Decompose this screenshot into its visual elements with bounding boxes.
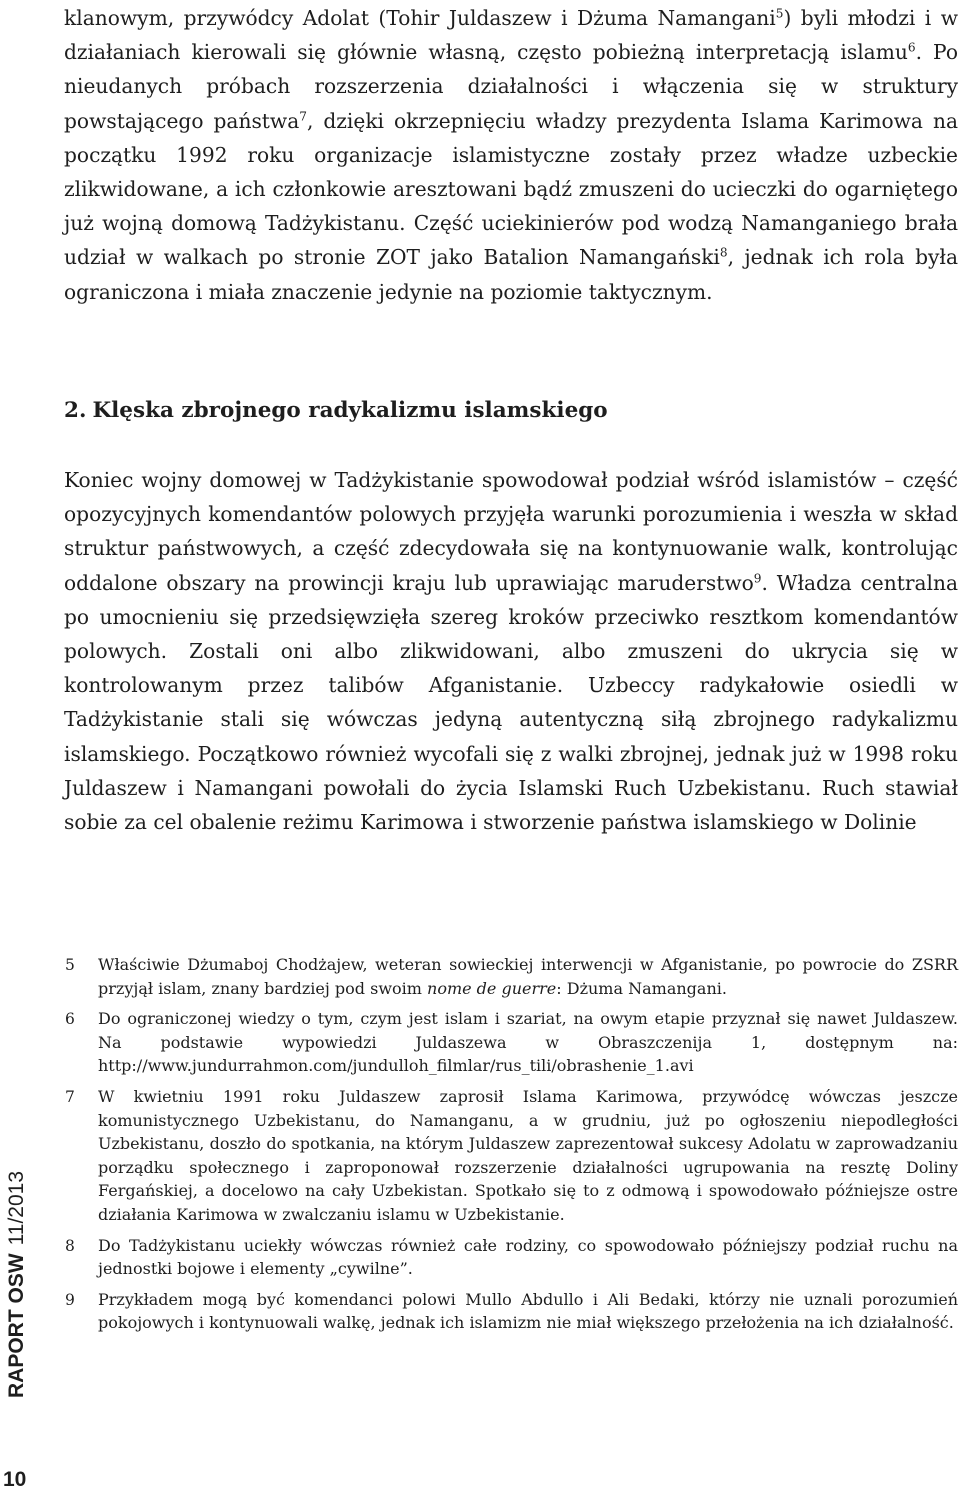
section-heading xyxy=(64,394,608,428)
section-number: 2. xyxy=(64,398,87,423)
publication-issue: 11/2013 xyxy=(5,1170,28,1246)
footnote-text-part: Przykładem mogą być komendanci polowi Mullo Abdullo i Ali Bedaki, którzy nie uznali porozumień pokojowych i kontynuowali walkę, jednak ich islamizm nie miał większego przełożenia na ich działalność. xyxy=(98,1289,958,1333)
section-title: Klęska zbrojnego radykalizmu islamskiego xyxy=(92,398,608,423)
footnote-number: 9 xyxy=(65,1290,75,1309)
paragraph-1-text-5: , jednak ich rola była ograniczona i miała znaczenie jedynie na poziomie taktycznym. xyxy=(64,245,958,304)
footnote-italic-term: nome de guerre xyxy=(427,978,557,998)
paragraph-1-text-2: ) byli młodzi i w działaniach kierowali się głównie własną, często pobieżną interpretacją islamu xyxy=(64,6,958,65)
paragraph-2-text-1: Koniec wojny domowej w Tadżykistanie spowodował podział wśród islamistów – część opozycyjnych komendantów polowych przyjęła warunki porozumienia i weszła w skład struktur państwowych, a część zdecydowała się na kontynuowanie walk, kontrolując oddalone obszary na prowincji kraju lub uprawiając maruderstwo xyxy=(64,468,958,595)
footnote-6 xyxy=(64,1007,958,1078)
footnote-7 xyxy=(64,1085,958,1227)
footnote-ref-8[interactable]: 8 xyxy=(719,246,728,261)
footnote-text-part: Do Tadżykistanu uciekły wówczas również całe rodziny, co spowodowało późniejszy podział ruchu na jednostki bojowe i elementy „cywilne”. xyxy=(98,1235,958,1279)
footnote-ref-6[interactable]: 6 xyxy=(907,40,916,55)
paragraph-1-text-1: klanowym, przywódcy Adolat (Tohir Juldaszew i Dżuma Namangani xyxy=(64,6,776,30)
footnote-text xyxy=(98,1288,958,1335)
footnote-text-part: : Dżuma Namangani. xyxy=(556,978,727,998)
footnote-text xyxy=(98,1234,958,1281)
footnote-8 xyxy=(64,1234,958,1281)
footnote-number: 8 xyxy=(65,1236,75,1255)
footnote-text xyxy=(98,1085,958,1227)
body-paragraph-2 xyxy=(64,463,958,839)
footnote-number: 6 xyxy=(65,1010,75,1029)
footnote-ref-7[interactable]: 7 xyxy=(299,109,307,124)
footnote-text xyxy=(98,1007,958,1078)
publication-side-label xyxy=(4,1171,30,1398)
page-number: 10 xyxy=(3,1468,27,1491)
footnotes-section xyxy=(64,953,958,1342)
paragraph-1-text-3: . Po nieudanych próbach rozszerzenia działalności i włączenia się w struktury powstającego państwa xyxy=(64,40,958,133)
footnote-9 xyxy=(64,1288,958,1335)
publication-brand: RAPORT OSW xyxy=(5,1253,28,1398)
paragraph-1-text-4: , dzięki okrzepnięciu władzy prezydenta Islama Karimowa na początku 1992 roku organizacje islamistyczne zostały przez władze uzbeckie zlikwidowane, a ich członkowie aresztowani bądź zmuszeni do ucieczki do ogarniętego już wojną domową Tadżykistanu. Część uciekinierów pod wodzą Namanganiego brała udział w walkach po stronie ZOT jako Batalion Namangański xyxy=(64,108,958,270)
footnote-ref-5[interactable]: 5 xyxy=(775,6,784,21)
footnote-number: 7 xyxy=(65,1087,75,1106)
body-paragraph-1 xyxy=(64,1,958,309)
footnote-5 xyxy=(64,953,958,1000)
footnote-text-part: W kwietniu 1991 roku Juldaszew zaprosił Islama Karimowa, przywódcę wówczas jeszcze komunistycznego Uzbekistanu, do Namanganu, a w grudniu, już po ogłoszeniu niepodległości Uzbekistanu, doszło do spotkania, na którym Juldaszew zaprezentował sukcesy Adolatu w zaprowadzaniu porządku społecznego i zaproponował rozszerzenie działalności ugrupowania na resztę Doliny Fergańskiej, a docelowo na cały Uzbekistan. Spotkało się to z odmową i spowodowało późniejsze ostre działania Karimowa w zwalczaniu islamu w Uzbekistanie. xyxy=(98,1086,958,1224)
footnote-text-part: Do ograniczonej wiedzy o tym, czym jest islam i szariat, na owym etapie przyznał się nawet Juldaszew. Na podstawie wypowiedzi Juldaszewa w Obraszczenija 1, dostępnym na: http://www.jundurrahmon.com/jundulloh_filmlar/rus_tili/obrashenie_1.avi xyxy=(98,1009,958,1076)
paragraph-2-text-2: . Władza centralna po umocnieniu się przedsięwzięła szereg kroków przeciwko resztkom komendantów polowych. Zostali oni albo zlikwidowani, albo zmuszeni do ukrycia się w kontrolowanym przez talibów Afganistanie. Uzbeccy radykałowie osiedli w Tadżykistanie stali się wówczas jedyną autentyczną siłą zbrojnego radykalizmu islamskiego. Początkowo również wycofali się z walki zbrojnej, jednak już w 1998 roku Juldaszew i Namangani powołali do życia Islamski Ruch Uzbekistanu. Ruch stawiał sobie za cel obalenie reżimu Karimowa i stworzenie państwa islamskiego w Dolinie xyxy=(64,570,958,835)
footnote-ref-9[interactable]: 9 xyxy=(753,571,762,586)
footnote-number: 5 xyxy=(65,956,75,974)
footnote-text-part: Właściwie Dżumaboj Chodżajew, weteran sowieckiej interwencji w Afganistanie, po powrocie do ZSRR przyjął islam, znany bardziej pod swoim xyxy=(98,955,958,998)
footnote-text xyxy=(98,953,958,1000)
